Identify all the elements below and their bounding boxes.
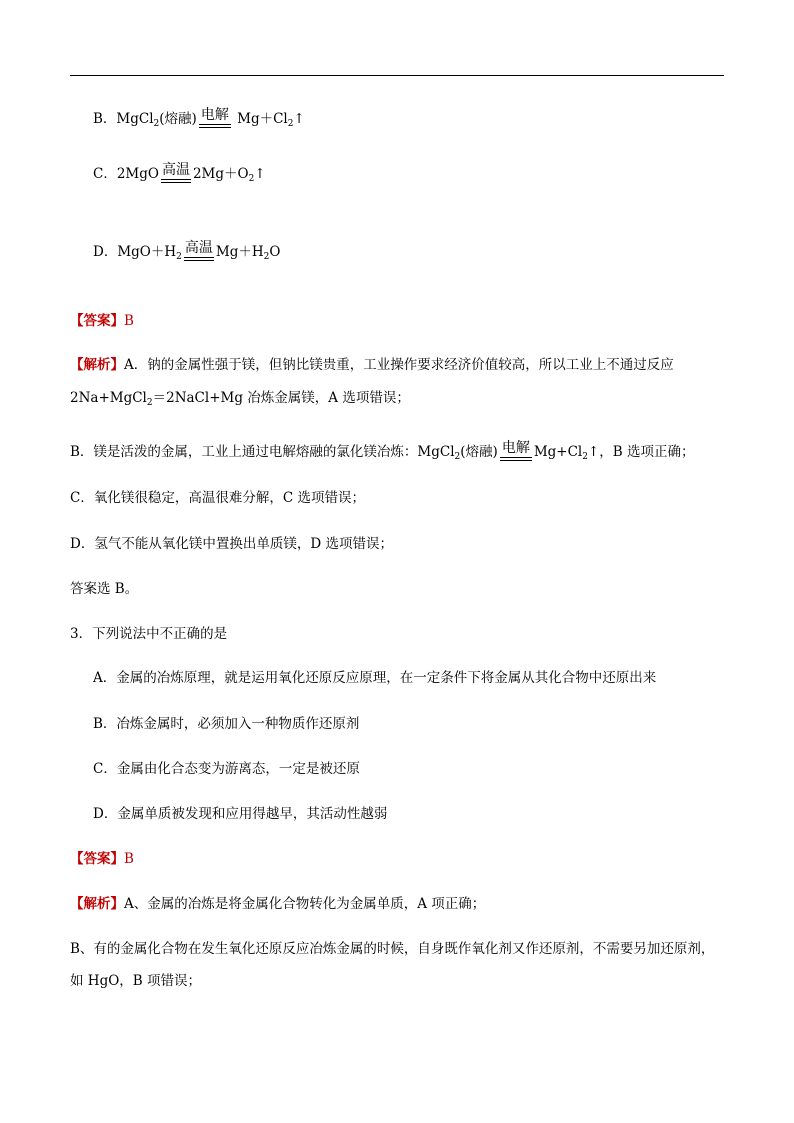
q2-analysis-c: C．氧化镁很稳定，高温很难分解，C 选项错误； xyxy=(70,490,365,506)
q2-option-d: D．$MgO+H_2$ 高温 $Mg+H_2O$ xyxy=(93,240,281,262)
q2-analysis-a-line2: 2Na+MgCl$_2$＝2NaCl+Mg 冶炼金属镁，A 选项错误； xyxy=(70,390,410,408)
high-temp-condition: 高温 xyxy=(184,240,214,261)
electrolysis-condition: 电解 xyxy=(199,107,231,128)
q2-conclusion: 答案选 B。 xyxy=(70,581,139,597)
q2-option-b: B．MgCl$_2$(熔融) 电解 $Mg+Cl_2↑$ xyxy=(93,107,305,129)
q3-option-c: C．金属由化合态变为游离态，一定是被还原 xyxy=(93,761,360,777)
q3-option-d: D．金属单质被发现和应用得越早，其活动性越弱 xyxy=(93,806,388,822)
q3-analysis-b-line1: B、有的金属化合物在发生氧化还原反应冶炼金属的时候，自身既作氧化剂又作还原剂，不需要另加还原剂， xyxy=(70,941,715,957)
q3-option-b: B．冶炼金属时，必须加入一种物质作还原剂 xyxy=(93,716,360,732)
q3-analysis-b-line2: 如 HgO，B 项错误； xyxy=(70,973,201,989)
q2-option-c: C．2MgO 高温 $2Mg+O_2↑$ xyxy=(93,162,266,184)
q3-answer: 【答案】B xyxy=(70,851,134,867)
q2-analysis-b: B．镁是活泼的金属，工业上通过电解熔融的氯化镁冶炼：MgCl$_2$(熔融) 电解 $Mg+Cl_2↑$，B 选项正确； xyxy=(70,440,695,462)
high-temp-condition: 高温 xyxy=(161,162,191,183)
q3-analysis-a: 【解析】A、金属的冶炼是将金属化合物转化为金属单质，A 项正确； xyxy=(70,896,486,912)
q2-answer: 【答案】B xyxy=(70,313,134,329)
header-rule xyxy=(70,75,724,76)
electrolysis-condition: 电解 xyxy=(500,440,532,461)
q3-stem: 3．下列说法中不正确的是 xyxy=(70,626,228,642)
q2-analysis-d: D．氢气不能从氧化镁中置换出单质镁，D 选项错误； xyxy=(70,536,393,552)
q3-option-a: A．金属的冶炼原理，就是运用氧化还原反应原理，在一定条件下将金属从其化合物中还原出来 xyxy=(93,670,657,686)
q2-analysis-a-line1: 【解析】A．钠的金属性强于镁，但钠比镁贵重，工业操作要求经济价值较高，所以工业上不通过反应 xyxy=(70,357,674,373)
